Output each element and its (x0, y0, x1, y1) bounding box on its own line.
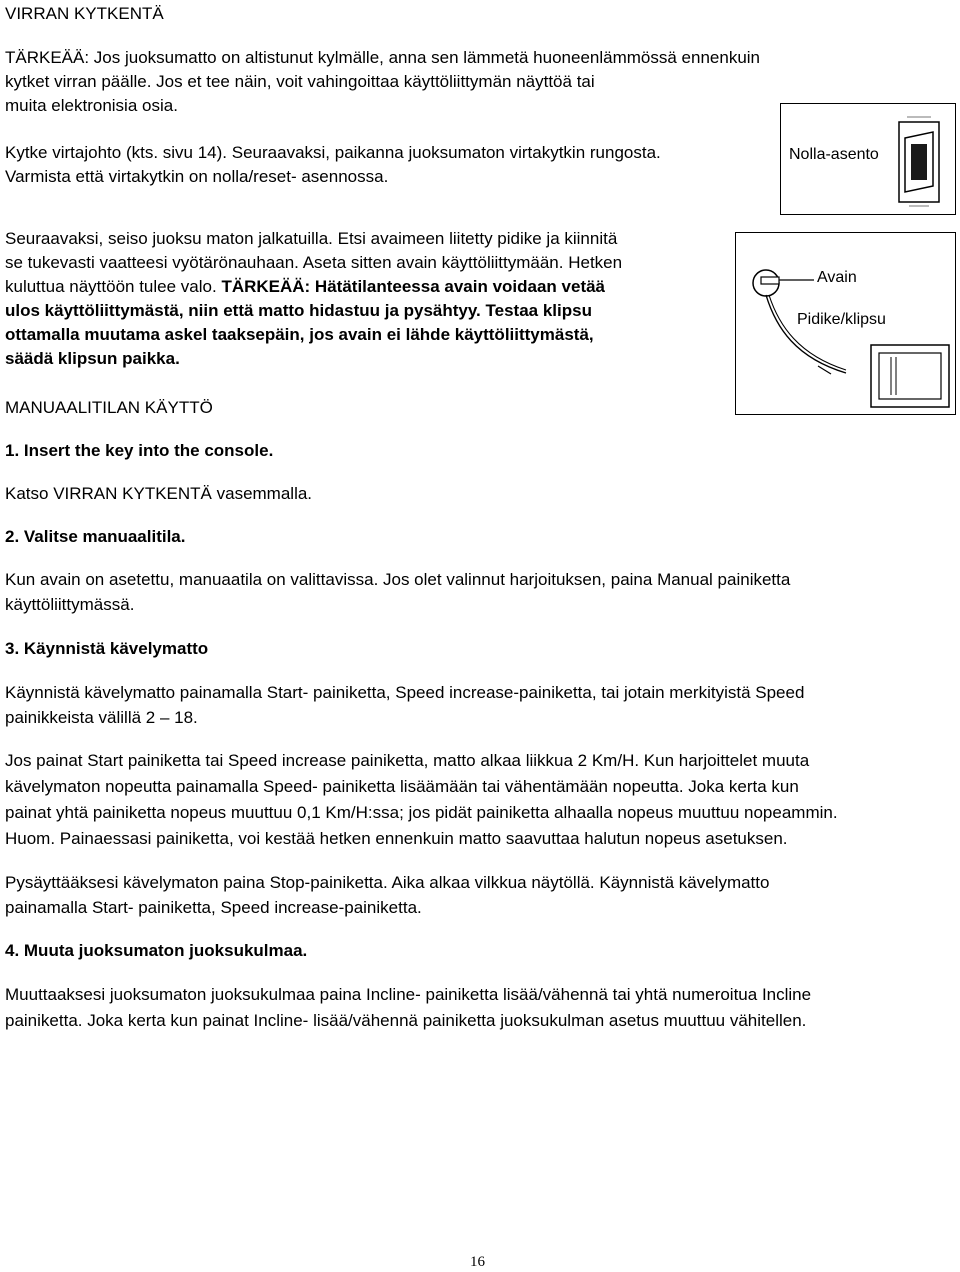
safety-key-important-line: ottamalla muutama askel taaksepäin, jos avain ei lähde käyttöliittymästä, (5, 325, 594, 344)
safety-key-figure (735, 232, 956, 415)
step-heading: 2. Valitse manuaalitila. (5, 527, 186, 546)
reset-switch-figure (780, 103, 956, 215)
important-note-line: TÄRKEÄÄ: Jos juoksumatto on altistunut kylmälle, anna sen lämmetä huoneenlämmössä ennenkuin (5, 48, 761, 67)
clip-label: Pidike/klipsu (797, 311, 886, 328)
step-heading: 1. Insert the key into the console. (5, 441, 274, 460)
safety-key-important-line: säädä klipsun paikka. (5, 349, 180, 368)
key-label: Avain (817, 269, 857, 286)
step-heading: 4. Muuta juoksumaton juoksukulmaa. (5, 941, 308, 960)
step-text: painiketta. Joka kerta kun painat Incline- lisää/vähennä painiketta juoksukulman asetus muuttuu vähitellen. (5, 1011, 807, 1030)
step-text: Pysäyttääksesi kävelymaton paina Stop-painiketta. Aika alkaa vilkkua näytöllä. Käynnistä kävelymatto (5, 873, 770, 892)
step-text: painamalla Start- painiketta, Speed increase-painiketta. (5, 898, 422, 917)
step-text: painat yhtä painiketta nopeus muuttuu 0,1 Km/H:ssa; jos pidät painiketta alhaalla nopeus muuttuu nopeammin. (5, 803, 838, 822)
power-step-line: Varmista että virtakytkin on nolla/reset- asennossa. (5, 167, 389, 186)
safety-key-line: se tukevasti vaatteesi vyötärönauhaan. Aseta sitten avain käyttöliittymään. Hetken (5, 253, 623, 272)
step-heading: 3. Käynnistä kävelymatto (5, 639, 209, 658)
switch-icon (893, 114, 947, 208)
safety-key-line: Seuraavaksi, seiso juoksu maton jalkatuilla. Etsi avaimeen liitetty pidike ja kiinnitä (5, 229, 618, 248)
step-text: käyttöliittymässä. (5, 595, 135, 614)
step-text: Käynnistä kävelymatto painamalla Start- painiketta, Speed increase-painiketta, tai jotain merkityistä Speed (5, 683, 805, 702)
safety-key-text: kuluttua näyttöön tulee valo. (5, 277, 217, 296)
reset-position-label: Nolla-asento (789, 146, 879, 163)
step-text: kävelymaton nopeutta painamalla Speed- painiketta lisäämään tai vähentämään nopeutta. Joka kerta kun (5, 777, 799, 796)
important-note-line: muita elektronisia osia. (5, 96, 178, 115)
power-step-line: Kytke virtajohto (kts. sivu 14). Seuraavaksi, paikanna juoksumaton virtakytkin rungosta. (5, 143, 661, 162)
important-note-line: kytket virran päälle. Jos et tee näin, voit vahingoittaa käyttöliittymän näyttöä tai (5, 72, 595, 91)
step-text: Kun avain on asetettu, manuaatila on valittavissa. Jos olet valinnut harjoituksen, paina Manual painiketta (5, 570, 791, 589)
page-number: 16 (470, 1254, 485, 1270)
section-title-power: VIRRAN KYTKENTÄ (5, 4, 164, 23)
step-text: Huom. Painaessasi painiketta, voi kestää hetken ennenkuin matto saavuttaa halutun nopeus asetuksen. (5, 829, 788, 848)
safety-key-important-line: ulos käyttöliittymästä, niin että matto hidastuu ja pysähtyy. Testaa klipsu (5, 301, 592, 320)
step-text: Jos painat Start painiketta tai Speed increase painiketta, matto alkaa liikkua 2 Km/H. Kun harjoittelet muuta (5, 751, 810, 770)
safety-key-important: TÄRKEÄÄ: Hätätilanteessa avain voidaan vetää (221, 277, 606, 296)
section-title-manual: MANUAALITILAN KÄYTTÖ (5, 398, 213, 417)
step-text: Muuttaaksesi juoksumaton juoksukulmaa paina Incline- painiketta lisää/vähennä tai yhtä numeroitua Incline (5, 985, 812, 1004)
step-text: painikkeista välillä 2 – 18. (5, 708, 198, 727)
step-text: Katso VIRRAN KYTKENTÄ vasemmalla. (5, 484, 313, 503)
safety-key-line (5, 275, 605, 299)
